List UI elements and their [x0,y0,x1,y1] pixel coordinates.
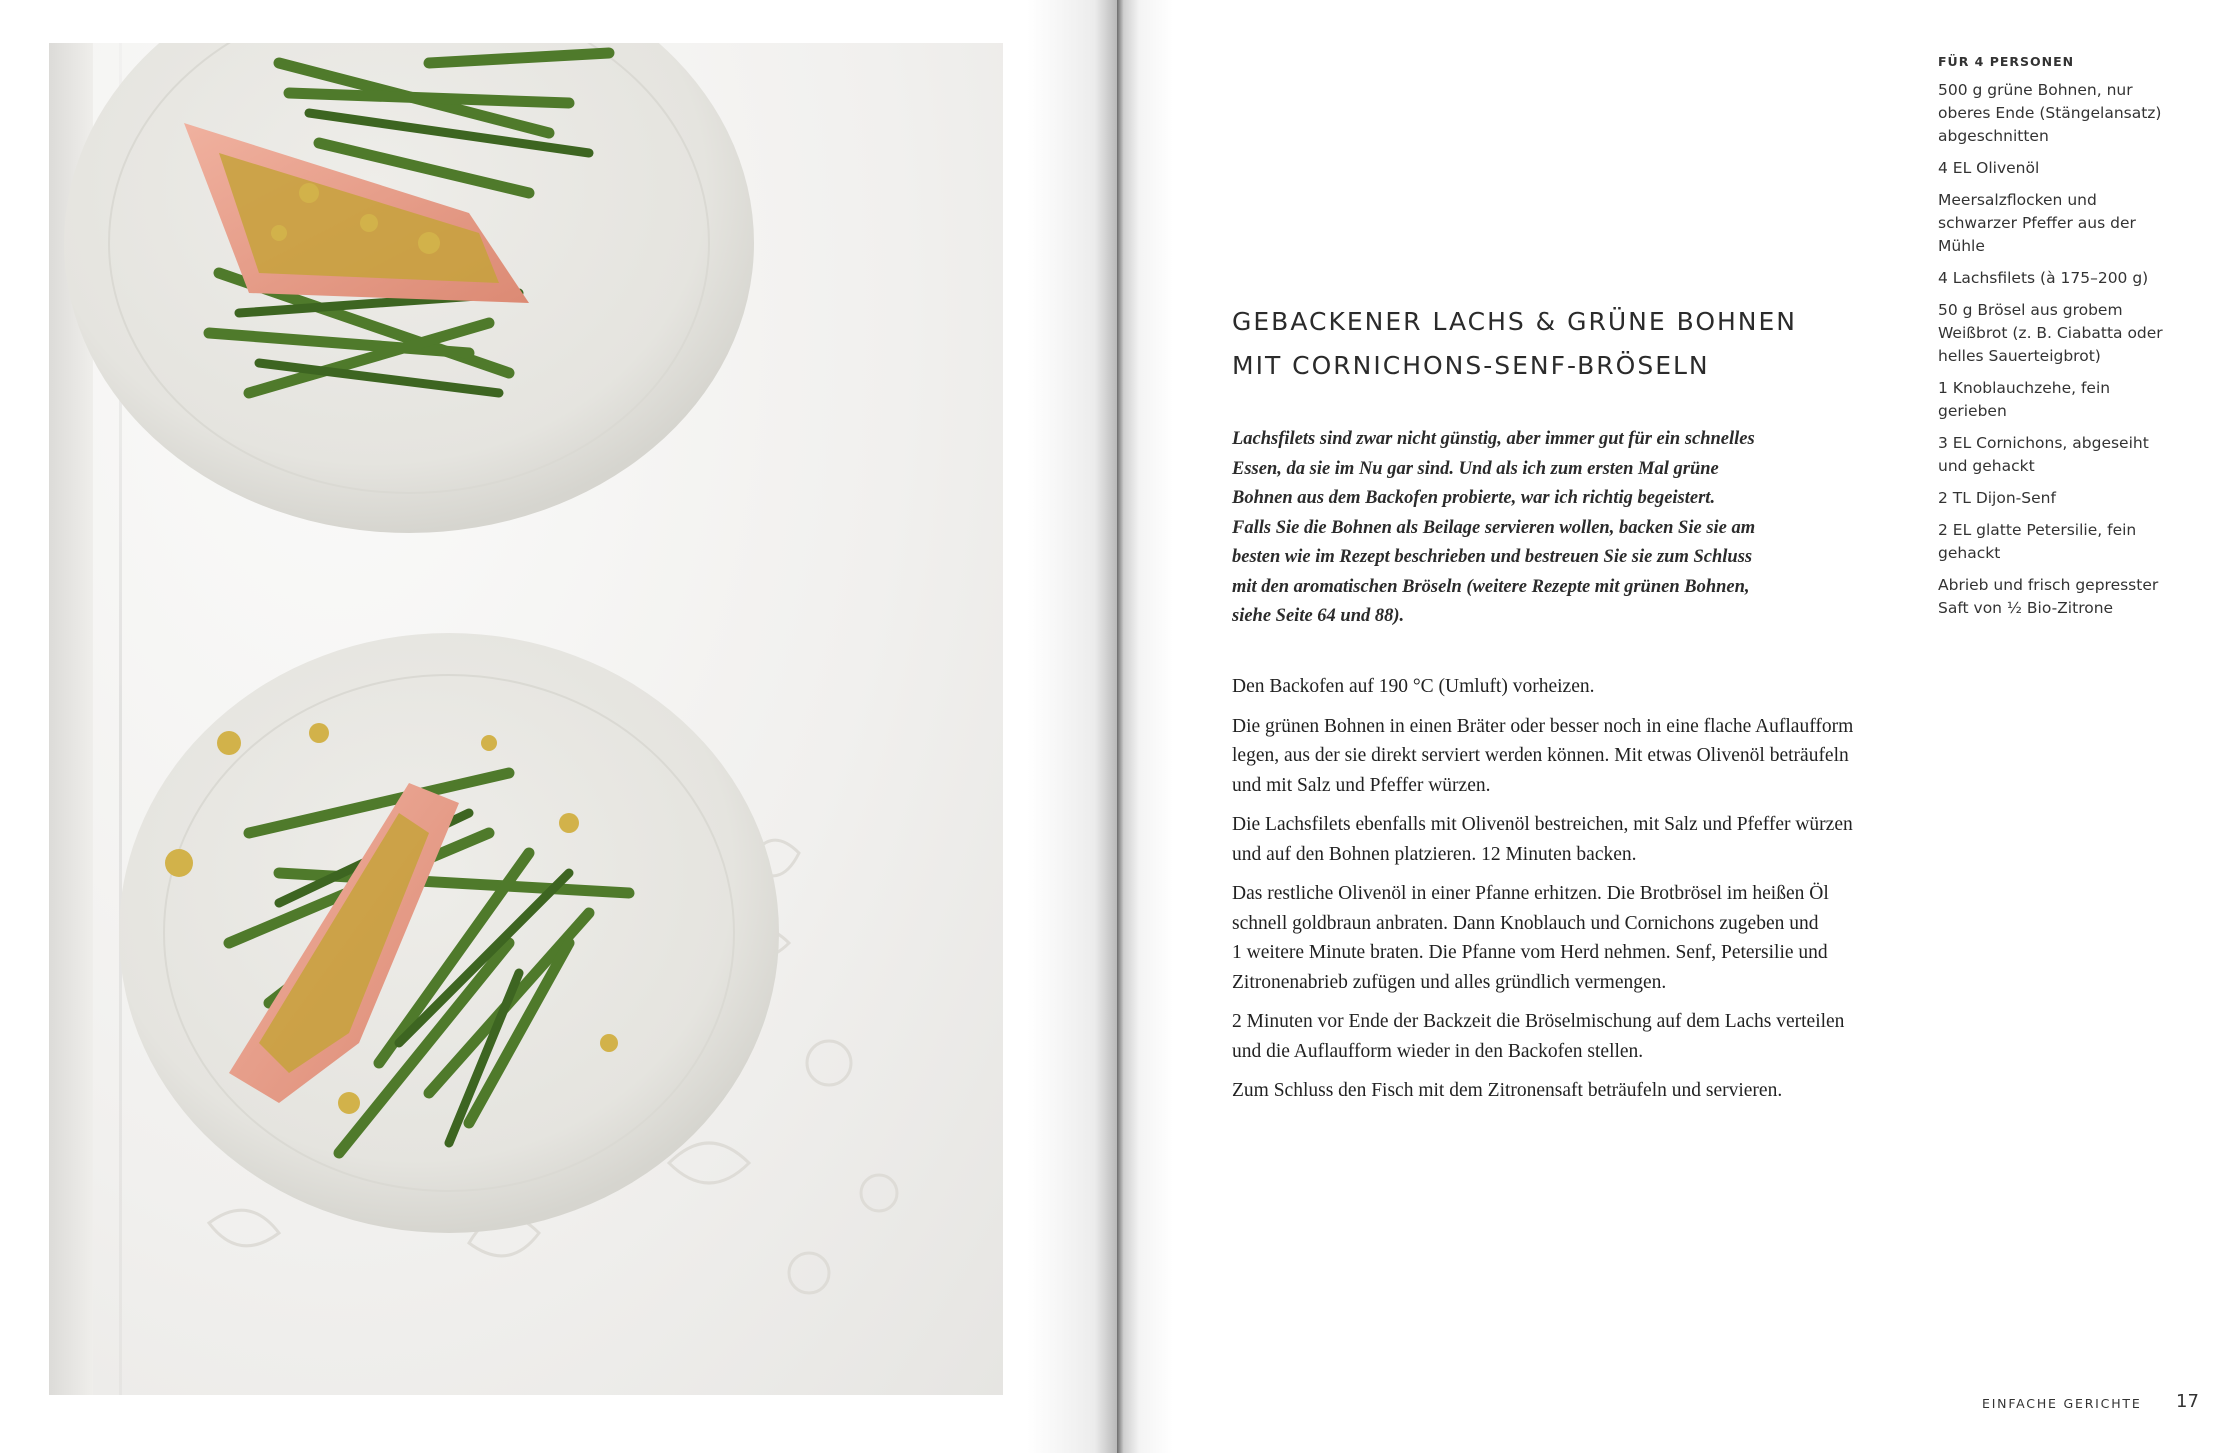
ingredient-item [1938,267,2178,290]
ingredient-line: 4 EL Olivenöl [1938,159,2040,177]
method-line: Zitronenabrieb zufügen und alles gründlich vermengen. [1232,971,1667,993]
method-line: Das restliche Olivenöl in einer Pfanne erhitzen. Die Brotbrösel im heißen Öl [1232,883,1829,904]
ingredients-heading: FÜR 4 PERSONEN [1938,54,2075,69]
recipe-intro [1232,425,1827,632]
ingredient-line: und gehackt [1938,457,2035,475]
ingredient-line: 4 Lachsfilets (à 175–200 g) [1938,269,2149,287]
method-step [1232,810,1882,869]
method-step [1232,1007,1882,1066]
intro-line: siehe Seite 64 und 88). [1232,606,1405,626]
method-line: und auf den Bohnen platzieren. 12 Minuten backen. [1232,843,1637,865]
ingredient-line: abgeschnitten [1938,127,2049,145]
ingredient-item [1938,487,2178,510]
recipe-title-line-1: GEBACKENER LACHS & GRÜNE BOHNEN [1232,307,1797,336]
method-line: legen, aus der sie direkt serviert werden können. Mit etwas Olivenöl beträufeln [1232,745,1849,766]
ingredient-line: Saft von ½ Bio-Zitrone [1938,599,2114,617]
ingredient-line: Mühle [1938,237,1985,255]
ingredient-item [1938,189,2178,258]
ingredient-line: 3 EL Cornichons, abgeseiht [1938,434,2149,452]
recipe-photo [49,43,1003,1395]
ingredient-line: helles Sauerteigbrot) [1938,347,2101,365]
ingredient-item [1938,157,2178,180]
ingredient-line: Abrieb und frisch gepresster [1938,576,2159,594]
ingredient-line: gerieben [1938,402,2007,420]
recipe-title [1232,300,1797,388]
intro-line: mit den aromatischen Bröseln (weitere Rezepte mit grünen Bohnen, [1232,576,1750,597]
method-line: 1 weitere Minute braten. Die Pfanne vom Herd nehmen. Senf, Petersilie und [1232,942,1828,963]
ingredient-line: 2 TL Dijon-Senf [1938,489,2056,507]
ingredients-list [1938,50,2178,629]
intro-line: Lachsfilets sind zwar nicht günstig, aber immer gut für ein schnelles [1232,429,1755,449]
running-footer-section: EINFACHE GERICHTE [1982,1396,2142,1411]
ingredient-line: Meersalzflocken und [1938,191,2097,209]
ingredient-line: oberes Ende (Stängelansatz) [1938,104,2162,122]
method-line: und mit Salz und Pfeffer würzen. [1232,774,1491,796]
intro-line: Falls Sie die Bohnen als Beilage servieren wollen, backen Sie sie am [1232,517,1756,538]
ingredient-line: 2 EL glatte Petersilie, fein [1938,521,2137,539]
ingredient-item [1938,432,2178,478]
top-plate [64,43,754,533]
ingredient-line: 50 g Brösel aus grobem [1938,301,2123,319]
method-line: Den Backofen auf 190 °C (Umluft) vorheizen. [1232,676,1595,697]
intro-line: Essen, da sie im Nu gar sind. Und als ich zum ersten Mal grüne [1232,458,1719,479]
method-step [1232,1076,1882,1106]
method-line: Zum Schluss den Fisch mit dem Zitronensaft beträufeln und servieren. [1232,1080,1783,1101]
method-step [1232,672,1882,702]
ingredient-line: gehackt [1938,544,2001,562]
food-photo-illustration [49,43,1003,1395]
page-number: 17 [2176,1391,2199,1412]
recipe-method [1232,672,1882,1116]
ingredient-item [1938,519,2178,565]
intro-line: besten wie im Rezept beschrieben und bestreuen Sie sie zum Schluss [1232,547,1753,567]
ingredient-line: Weißbrot (z. B. Ciabatta oder [1938,324,2163,342]
ingredient-item [1938,377,2178,423]
bottom-plate [119,633,779,1233]
ingredient-line: 1 Knoblauchzehe, fein [1938,379,2111,397]
intro-line: Bohnen aus dem Backofen probierte, war ich richtig begeistert. [1232,488,1716,508]
ingredient-item [1938,574,2178,620]
recipe-title-line-2: MIT CORNICHONS-SENF-BRÖSELN [1232,351,1710,380]
ingredient-item [1938,79,2178,148]
method-line: 2 Minuten vor Ende der Backzeit die Bröselmischung auf dem Lachs verteilen [1232,1011,1845,1032]
method-step [1232,712,1882,801]
ingredient-item [1938,299,2178,368]
method-line: Die grünen Bohnen in einen Bräter oder besser noch in eine flache Auflaufform [1232,715,1854,737]
method-line: Die Lachsfilets ebenfalls mit Olivenöl bestreichen, mit Salz und Pfeffer würzen [1232,814,1853,835]
method-line: und die Auflaufform wieder in den Backofen stellen. [1232,1040,1644,1062]
ingredient-line: schwarzer Pfeffer aus der [1938,214,2136,232]
ingredient-line: 500 g grüne Bohnen, nur [1938,81,2133,99]
method-line: schnell goldbraun anbraten. Dann Knoblauch und Cornichons zugeben und [1232,912,1819,934]
method-step [1232,879,1882,997]
